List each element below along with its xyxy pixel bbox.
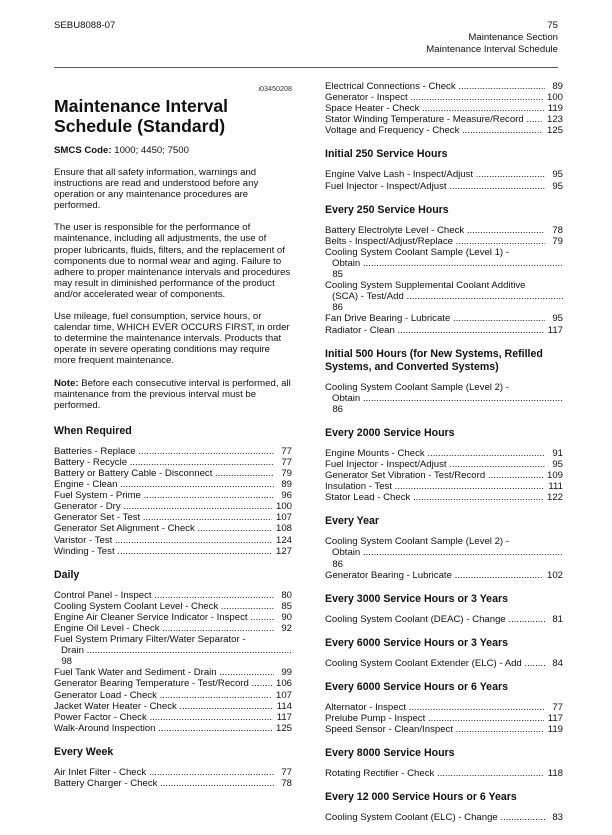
- entry-page-number: 107: [275, 512, 292, 524]
- section-initial-250: [325, 148, 563, 191]
- entry-page-number: 127: [275, 545, 292, 557]
- smcs-value: 1000; 4450; 7500: [114, 145, 189, 156]
- entry-title: Rotating Rectifier - Check .....: [325, 768, 544, 779]
- entry-title: Winding - Test .....: [54, 546, 272, 557]
- entry-title: Engine Air Cleaner Service Indicator - Inspect .....: [54, 612, 274, 623]
- entry-page-number: 95: [552, 169, 563, 181]
- section-every-6000-or-3-years: [325, 637, 563, 669]
- toc-entry[interactable]: [325, 313, 563, 324]
- entry-title: Stator Lead - Check .....: [325, 492, 543, 503]
- section-heading: Every 6000 Service Hours or 6 Years: [325, 680, 508, 693]
- entry-title: Prelube Pump - Inspect .....: [325, 713, 544, 724]
- entry-page-number: 78: [281, 778, 292, 790]
- entry-title: Belts - Inspect/Adjust/Replace .....: [325, 236, 545, 247]
- section-name: Maintenance Section: [468, 32, 558, 43]
- toc-entry[interactable]: [54, 512, 292, 523]
- entry-title-line1: Cooling System Coolant Sample (Level 2) -: [325, 381, 509, 393]
- entry-page-number: 78: [552, 224, 563, 236]
- entry-page-number: 81: [552, 613, 563, 625]
- article-id: i03450208: [258, 84, 292, 93]
- entry-title: Jacket Water Heater - Check .....: [54, 701, 273, 712]
- entry-page-number: 80: [281, 589, 292, 601]
- entry-title: Varistor - Test .....: [54, 535, 272, 546]
- toc-entry[interactable]: [54, 446, 292, 457]
- entry-page-number: 83: [552, 812, 563, 824]
- section-heading: Initial 250 Service Hours: [325, 148, 448, 161]
- entry-title: Generator - Inspect .....: [325, 92, 543, 103]
- toc-entry[interactable]: [54, 468, 292, 479]
- toc-entry[interactable]: [325, 570, 563, 581]
- section-daily: [54, 569, 292, 734]
- entry-title: Electrical Connections - Check .....: [325, 81, 545, 92]
- toc-entry[interactable]: [325, 481, 563, 492]
- entry-title: Fuel Injector - Inspect/Adjust .....: [325, 181, 545, 192]
- toc-entry[interactable]: [54, 634, 292, 667]
- toc-entry[interactable]: [54, 479, 292, 490]
- toc-entry[interactable]: [54, 723, 292, 734]
- section-heading: Every 250 Service Hours: [325, 203, 449, 216]
- entry-title: Fuel System - Prime .....: [54, 490, 274, 501]
- toc-entry[interactable]: [325, 658, 563, 669]
- intro-paragraph-responsibility: The user is responsible for the performance of maintenance, including all adjustments, the use of proper lubricants, fluids, filters, and the replacement of components due to normal wear and aging. Failure to adhere to proper maintenance intervals and procedures may result in diminished performance of the product and/or accelerated wear of components.: [54, 222, 291, 300]
- toc-entry[interactable]: [325, 181, 563, 192]
- section-every-3000-or-3-years: [325, 593, 563, 625]
- entry-page-number: 117: [547, 713, 563, 724]
- entry-title-line1: Cooling System Supplemental Coolant Additive: [325, 280, 526, 292]
- toc-entry[interactable]: [325, 81, 563, 92]
- toc-entry[interactable]: [325, 470, 563, 481]
- entry-page-number: 119: [547, 103, 563, 115]
- entry-page-number: 111: [548, 481, 563, 493]
- toc-entry[interactable]: [325, 103, 563, 114]
- toc-entry[interactable]: [325, 280, 563, 313]
- section-every-year: [325, 515, 563, 580]
- entry-page-number: 123: [546, 114, 563, 126]
- toc-entry[interactable]: [54, 767, 292, 778]
- toc-entry[interactable]: [325, 536, 563, 569]
- entry-page-number: 98: [61, 656, 72, 668]
- entry-page-number: 85: [332, 269, 343, 281]
- entry-page-number: 91: [552, 447, 563, 459]
- entry-page-number: 122: [546, 492, 563, 504]
- toc-entry[interactable]: [325, 114, 563, 125]
- toc-entry[interactable]: [54, 612, 292, 623]
- intro-paragraph-intervals: Use mileage, fuel consumption, service hours, or calendar time, WHICH EVER OCCURS FIRST, in order to determine the maintenance intervals. Products that operate in severe operating conditions may require more frequent maintenance.: [54, 311, 290, 367]
- section-every-week-continued: [325, 81, 563, 136]
- entry-title: Cooling System Coolant (ELC) - Change .....: [325, 812, 545, 823]
- entry-page-number: 95: [552, 313, 563, 325]
- entry-title-line1: Cooling System Coolant Sample (Level 1) -: [325, 246, 509, 258]
- entry-page-number: 118: [547, 768, 563, 780]
- entry-title: Fan Drive Bearing - Lubricate .....: [325, 313, 545, 324]
- entry-title: Generator - Dry .....: [54, 501, 272, 512]
- entry-title: Fuel Injector - Inspect/Adjust .....: [325, 459, 545, 470]
- toc-entry[interactable]: [54, 623, 292, 634]
- toc-entry[interactable]: [325, 225, 563, 236]
- entry-title: Cooling System Coolant Extender (ELC) - Add .....: [325, 658, 545, 669]
- section-every-8000: [325, 747, 563, 779]
- toc-entry[interactable]: [325, 169, 563, 180]
- entry-page-number: 95: [552, 180, 563, 192]
- toc-entry[interactable]: [325, 459, 563, 470]
- entry-title: Battery - Recycle .....: [54, 457, 274, 468]
- entry-title: Stator Winding Temperature - Measure/Record .....: [325, 114, 543, 125]
- toc-entry[interactable]: [54, 590, 292, 601]
- entry-page-number: 84: [552, 657, 563, 669]
- note-text: Before each consecutive interval is performed, all maintenance from the previous interval must be performed.: [54, 377, 291, 411]
- toc-entry[interactable]: [325, 768, 563, 779]
- entry-title: Engine Oil Level - Check .....: [54, 623, 274, 634]
- entry-page-number: 100: [275, 501, 292, 513]
- entry-title: Engine - Clean .....: [54, 479, 274, 490]
- entry-title: Speed Sensor - Clean/Inspect .....: [325, 724, 544, 735]
- toc-entry[interactable]: [54, 601, 292, 612]
- note-paragraph: [54, 378, 292, 411]
- entry-title: Battery or Battery Cable - Disconnect .....: [54, 468, 274, 479]
- left-column: [54, 80, 292, 801]
- page-title: Maintenance Interval Schedule (Standard): [54, 96, 229, 136]
- entry-title: Air Inlet Filter - Check .....: [54, 767, 274, 778]
- toc-entry[interactable]: [325, 247, 563, 280]
- toc-entry[interactable]: [325, 614, 563, 625]
- toc-entry[interactable]: [54, 712, 292, 723]
- entry-page-number: 77: [552, 701, 563, 713]
- document-number: SEBU8088-07: [54, 20, 116, 31]
- entry-title: Generator Set Vibration - Test/Record .....: [325, 470, 543, 481]
- entry-title: Walk-Around Inspection .....: [54, 723, 272, 734]
- entry-title: Engine Mounts - Check .....: [325, 448, 545, 459]
- subsection-name: Maintenance Interval Schedule: [426, 44, 558, 55]
- entry-title: Engine Valve Lash - Inspect/Adjust .....: [325, 169, 545, 180]
- entry-page-number: 107: [275, 689, 292, 701]
- entry-title: Insulation - Test .....: [325, 481, 544, 492]
- section-heading: Every 12 000 Service Hours or 6 Years: [325, 791, 517, 804]
- toc-entry[interactable]: [325, 92, 563, 103]
- entry-page-number: 77: [281, 766, 292, 778]
- smcs-code: [54, 145, 292, 156]
- toc-entry[interactable]: [325, 325, 563, 336]
- entry-page-number: 108: [275, 523, 292, 535]
- entry-page-number: 79: [281, 467, 292, 479]
- entry-title: Obtain .....: [325, 393, 563, 404]
- toc-entry[interactable]: [325, 236, 563, 247]
- page-number: 75: [547, 20, 558, 31]
- toc-entry[interactable]: [54, 678, 292, 689]
- section-every-250: [325, 204, 563, 336]
- entry-title-line1: Cooling System Coolant Sample (Level 2) -: [325, 536, 509, 548]
- entry-title: Generator Load - Check .....: [54, 690, 272, 701]
- entry-page-number: 102: [546, 569, 563, 581]
- entry-page-number: 89: [281, 479, 292, 491]
- intro-paragraph-safety: Ensure that all safety information, warnings and instructions are read and understood before any operation or any maintenance procedures are performed.: [54, 167, 259, 212]
- toc-entry[interactable]: [325, 713, 563, 724]
- section-every-2000: [325, 427, 563, 503]
- toc-entry[interactable]: [54, 667, 292, 678]
- section-heading: Every 3000 Service Hours or 3 Years: [325, 592, 508, 605]
- entry-title: Generator Set - Test .....: [54, 512, 272, 523]
- toc-entry[interactable]: [325, 702, 563, 713]
- entry-page-number: 77: [281, 445, 292, 457]
- section-initial-500: [325, 348, 563, 415]
- toc-entry[interactable]: [325, 382, 563, 415]
- entry-title: Alternator - Inspect .....: [325, 702, 545, 713]
- running-header: [426, 20, 558, 56]
- entry-page-number: 106: [275, 678, 292, 690]
- entry-page-number: 90: [281, 611, 292, 623]
- toc-entry[interactable]: [54, 546, 292, 557]
- toc-entry[interactable]: [325, 724, 563, 735]
- toc-entry[interactable]: [54, 457, 292, 468]
- entry-title: Control Panel - Inspect .....: [54, 590, 274, 601]
- entry-title: Space Heater - Check .....: [325, 103, 544, 114]
- entry-page-number: 79: [552, 235, 563, 247]
- entry-page-number: 92: [281, 623, 292, 634]
- toc-entry[interactable]: [325, 492, 563, 503]
- entry-page-number: 125: [275, 722, 292, 734]
- entry-title: Obtain .....: [325, 258, 563, 269]
- toc-entry[interactable]: [325, 448, 563, 459]
- entry-page-number: 86: [332, 302, 343, 314]
- entry-title: Generator Bearing Temperature - Test/Record .....: [54, 678, 272, 689]
- entry-page-number: 117: [276, 711, 292, 723]
- entry-page-number: 117: [547, 324, 563, 336]
- section-heading: When Required: [54, 424, 132, 437]
- section-every-12000-or-6-years: [325, 791, 563, 823]
- entry-page-number: 109: [546, 470, 563, 482]
- toc-entry[interactable]: [54, 535, 292, 546]
- toc-entry[interactable]: [54, 778, 292, 789]
- entry-page-number: 95: [552, 458, 563, 470]
- toc-entry[interactable]: [54, 501, 292, 512]
- section-heading: Every 6000 Service Hours or 3 Years: [325, 636, 508, 649]
- header-divider: [54, 67, 558, 68]
- entry-title: Radiator - Clean .....: [325, 325, 544, 336]
- entry-title: Batteries - Replace .....: [54, 446, 274, 457]
- smcs-label: SMCS Code:: [54, 145, 112, 156]
- section-heading: Every Year: [325, 515, 380, 528]
- section-heading: Daily: [54, 568, 80, 581]
- entry-page-number: 86: [332, 558, 343, 570]
- entry-title: Fuel Tank Water and Sediment - Drain .....: [54, 667, 274, 678]
- entry-page-number: 119: [547, 724, 563, 736]
- entry-title: Generator Set Alignment - Check .....: [54, 523, 272, 534]
- entry-page-number: 89: [552, 81, 563, 92]
- toc-entry[interactable]: [54, 690, 292, 701]
- entry-title-line1: Fuel System Primary Filter/Water Separator -: [54, 634, 246, 646]
- entry-title: Battery Electrolyte Level - Check .....: [325, 225, 545, 236]
- section-heading: Initial 500 Hours (for New Systems, Refilled Systems, and Converted Systems): [325, 347, 543, 373]
- section-every-week: [54, 746, 292, 789]
- entry-page-number: 96: [281, 490, 292, 502]
- entry-page-number: 99: [281, 667, 292, 679]
- toc-entry[interactable]: [54, 490, 292, 501]
- entry-page-number: 125: [546, 125, 563, 137]
- entry-title: (SCA) - Test/Add .....: [325, 291, 563, 302]
- entry-page-number: 85: [281, 600, 292, 612]
- right-column: [325, 81, 563, 835]
- entry-title: Drain .....: [54, 645, 292, 656]
- entry-title: Power Factor - Check .....: [54, 712, 273, 723]
- section-every-6000-or-6-years: [325, 681, 563, 735]
- section-heading: Every 8000 Service Hours: [325, 747, 455, 760]
- section-when-required: [54, 425, 292, 557]
- toc-entry[interactable]: [325, 125, 563, 136]
- section-heading: Every 2000 Service Hours: [325, 426, 455, 439]
- section-heading: Every Week: [54, 745, 114, 758]
- toc-entry[interactable]: [54, 523, 292, 534]
- entry-title: Cooling System Coolant Level - Check .....: [54, 601, 274, 612]
- entry-title: Generator Bearing - Lubricate .....: [325, 570, 543, 581]
- entry-title: Voltage and Frequency - Check .....: [325, 125, 543, 136]
- entry-title: Obtain .....: [325, 547, 563, 558]
- toc-entry[interactable]: [54, 701, 292, 712]
- entry-page-number: 86: [332, 403, 343, 415]
- entry-title: Cooling System Coolant (DEAC) - Change .....: [325, 614, 545, 625]
- entry-title: Battery Charger - Check .....: [54, 778, 274, 789]
- entry-page-number: 124: [275, 534, 292, 546]
- entry-page-number: 77: [281, 456, 292, 468]
- toc-entry[interactable]: [325, 812, 563, 823]
- note-label: Note:: [54, 377, 79, 389]
- entry-page-number: 114: [276, 700, 292, 712]
- entry-page-number: 100: [546, 92, 563, 104]
